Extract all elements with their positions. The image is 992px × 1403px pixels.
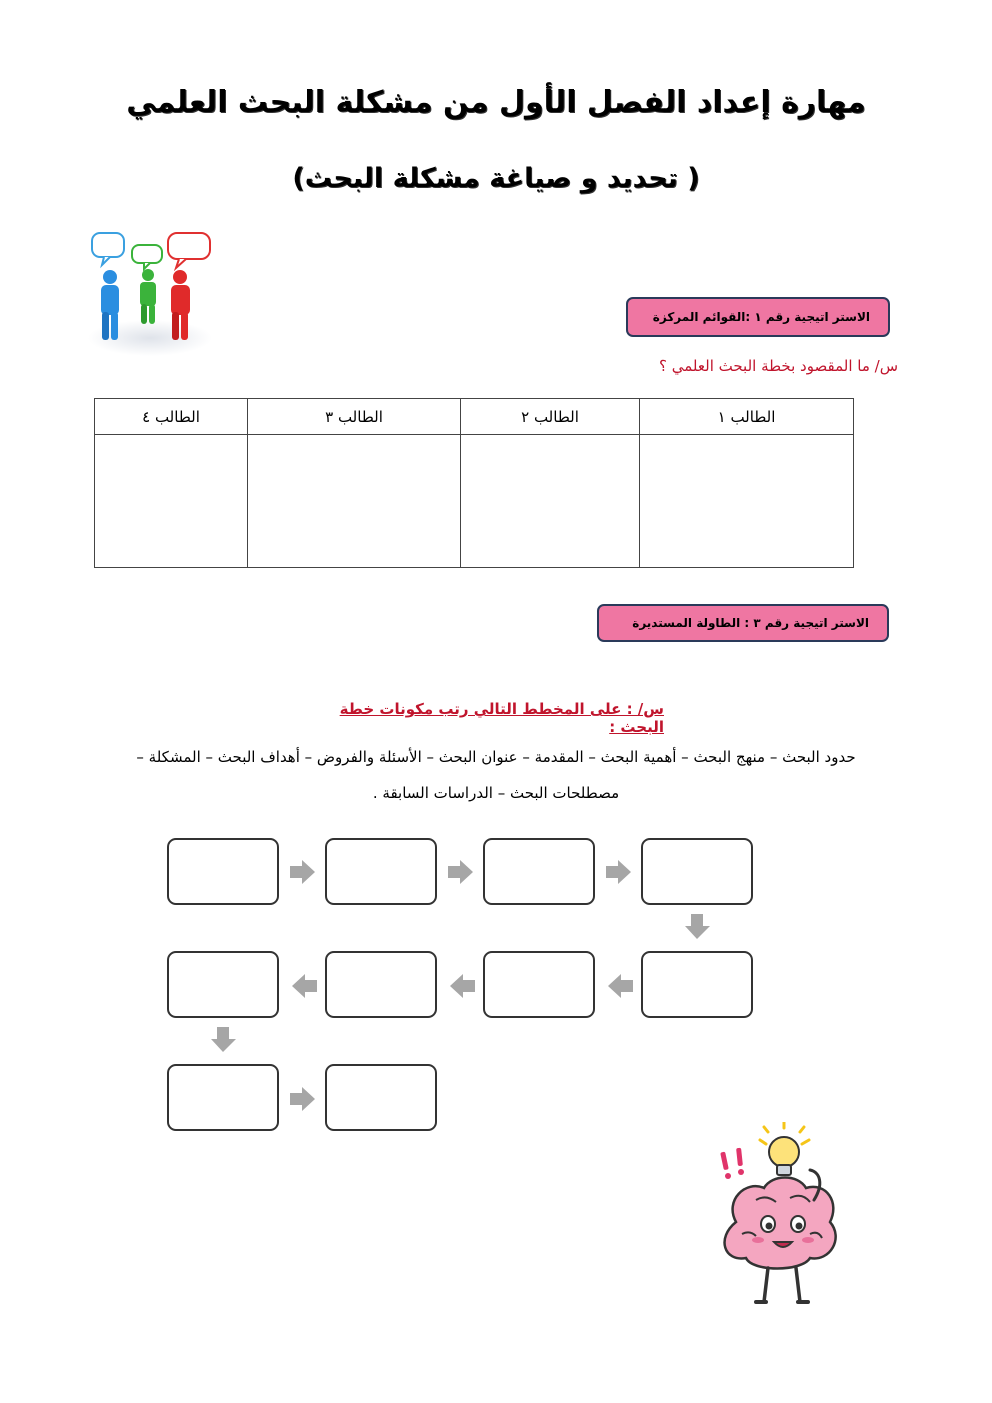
flow-box-4[interactable] (641, 838, 753, 905)
flow-box-2[interactable] (325, 838, 437, 905)
flow-box-7[interactable] (483, 951, 595, 1018)
discussion-people-illustration (84, 228, 216, 358)
arrow-right-icon (290, 860, 316, 884)
flow-box-8[interactable] (641, 951, 753, 1018)
flow-box-10[interactable] (325, 1064, 437, 1131)
student-3-header: الطالب ٣ (248, 399, 461, 435)
student-4-answer-cell[interactable] (95, 435, 248, 568)
student-2-header: الطالب ٢ (461, 399, 640, 435)
strategy-3-label: الاستر اتيجية رقم ٣ : الطاولة المستديرة (597, 604, 889, 642)
arrow-down-icon (685, 914, 711, 940)
arrow-left-icon (608, 974, 634, 998)
students-table (94, 398, 854, 568)
components-list-line-2: مصطلحات البحث – الدراسات السابقة . (372, 784, 620, 802)
worksheet-subtitle: ( تحديد و صياغة مشكلة البحث) (292, 163, 700, 194)
question-arrange-components: س/ : على المخطط التالي رتب مكونات خطة البحث : (339, 700, 664, 736)
arrow-right-icon (448, 860, 474, 884)
question-research-plan: س/ ما المقصود بخطة البحث العلمي ؟ (659, 357, 898, 375)
flow-box-1[interactable] (167, 838, 279, 905)
arrow-down-icon (211, 1027, 237, 1053)
student-3-answer-cell[interactable] (248, 435, 461, 568)
worksheet-title: مهارة إعداد الفصل الأول من مشكلة البحث العلمي (126, 85, 866, 120)
flow-box-3[interactable] (483, 838, 595, 905)
components-list-line-1: حدود البحث – منهج البحث – أهمية البحث – المقدمة – عنوان البحث – الأسئلة والفروض – أهداف البحث – المشكلة – (136, 748, 856, 766)
arrow-left-icon (292, 974, 318, 998)
arrow-right-icon (290, 1087, 316, 1111)
arrow-left-icon (450, 974, 476, 998)
student-2-answer-cell[interactable] (461, 435, 640, 568)
arrow-right-icon (606, 860, 632, 884)
brain-idea-illustration (706, 1122, 846, 1312)
strategy-1-label: الاستر اتيجية رقم ١ :القوائم المركزة (626, 297, 890, 337)
flow-box-9[interactable] (167, 1064, 279, 1131)
student-1-answer-cell[interactable] (640, 435, 854, 568)
student-1-header: الطالب ١ (640, 399, 854, 435)
flow-box-5[interactable] (167, 951, 279, 1018)
student-4-header: الطالب ٤ (95, 399, 248, 435)
flow-box-6[interactable] (325, 951, 437, 1018)
